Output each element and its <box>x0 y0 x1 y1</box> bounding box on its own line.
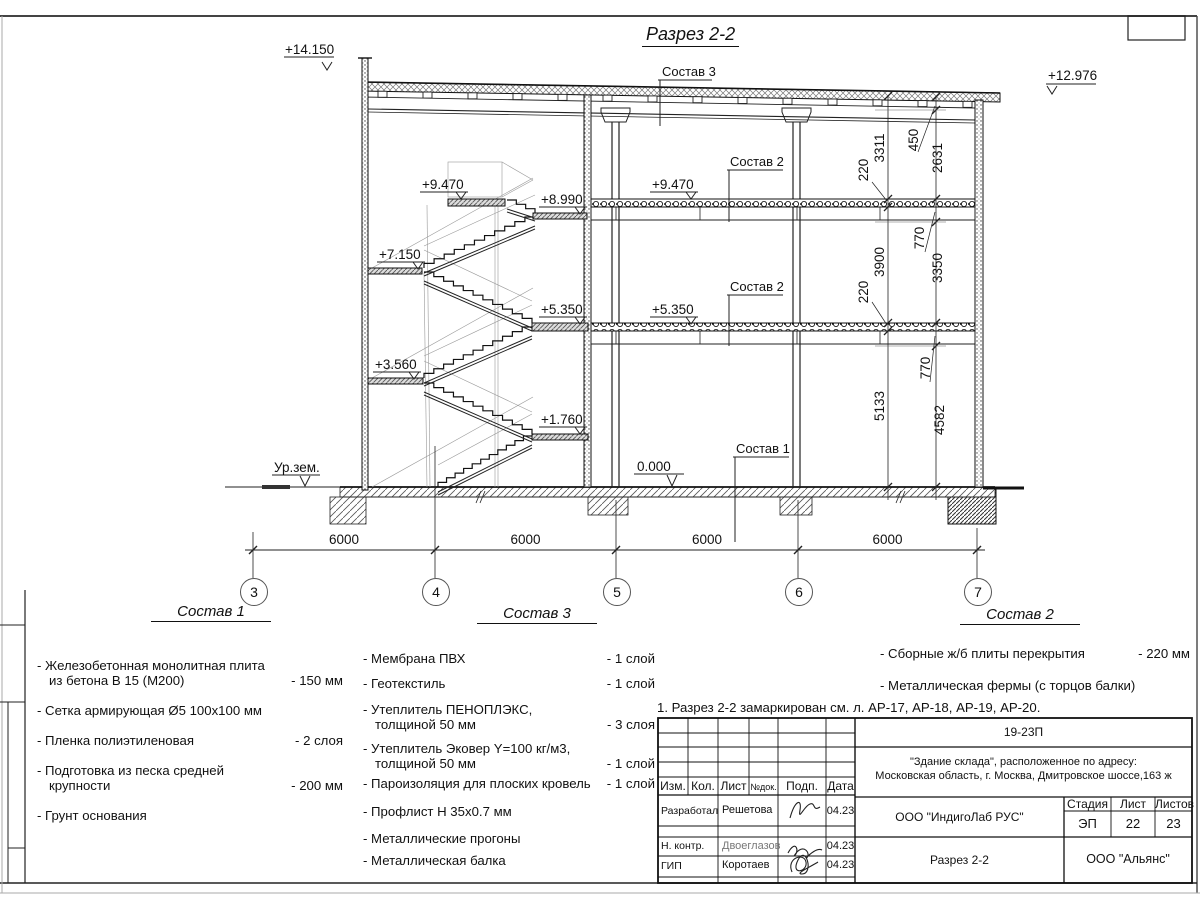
elevation-1760: +1.760 <box>541 412 583 427</box>
legend3-value: - 1 слой <box>606 676 655 691</box>
legend3-item: - Пароизоляция для плоских кровель <box>363 776 591 791</box>
legend3-item: - Металлические прогоны <box>363 831 521 846</box>
dim-220-a: 220 <box>856 158 871 182</box>
date-ncontr: 04.23 <box>826 840 855 852</box>
sheet-header: Лист <box>1119 797 1147 811</box>
dim-4582: 4582 <box>932 404 947 436</box>
drawing-note: 1. Разрез 2-2 замаркирован см. л. АР-17, АР-18, АР-19, АР-20. <box>657 700 1041 715</box>
legend2-title: Состав 2 <box>960 606 1080 625</box>
callout-sostav2-b: Состав 2 <box>730 279 784 294</box>
legend3-item: - Утеплитель ПЕНОПЛЭКС, <box>363 702 533 717</box>
role-razrabotal: Разработал <box>661 805 719 817</box>
legend3-item: - Мембрана ПВХ <box>363 651 466 666</box>
legend3-item: толщиной 50 мм <box>375 717 476 732</box>
stage-header: Стадия <box>1067 797 1108 811</box>
legend1-value: - 200 мм <box>291 778 343 793</box>
elevation-zero: 0.000 <box>637 459 671 474</box>
drawing-name-cell: Разрез 2-2 <box>930 853 989 867</box>
rev-header-izm: Изм. <box>660 779 686 793</box>
doc-number: 19-23П <box>1003 725 1044 739</box>
stage-value: ЭП <box>1078 816 1097 831</box>
legend1-item: - Грунт основания <box>37 808 147 823</box>
callout-sostav2-a: Состав 2 <box>730 154 784 169</box>
signature <box>788 802 822 874</box>
elevation-5350-main: +5.350 <box>652 302 694 317</box>
dim-220-b: 220 <box>856 280 871 304</box>
stair-projection-lines <box>372 162 533 487</box>
legend1-item: из бетона В 15 (М200) <box>49 673 185 688</box>
dim-span-3: 6000 <box>691 532 723 547</box>
legend3-item: - Геотекстиль <box>363 676 446 691</box>
axis-bubble-4: 4 <box>422 578 450 606</box>
dim-3900: 3900 <box>872 246 887 278</box>
contractor-name: ООО "Альянс" <box>1086 852 1170 866</box>
elevation-roof-right: +12.976 <box>1048 68 1098 83</box>
object-name-line1: "Здание склада", расположенное по адресу: <box>910 756 1137 768</box>
callout-sostav3: Состав 3 <box>662 64 716 79</box>
sheet-number: 22 <box>1125 816 1141 831</box>
legend1-item: крупности <box>49 778 111 793</box>
roof <box>362 82 1000 123</box>
legend1-value: - 150 мм <box>291 673 343 688</box>
drawing-title: Разрез 2-2 <box>642 24 739 47</box>
legend1-value: - 2 слоя <box>295 733 343 748</box>
rev-header-podp: Подп. <box>786 779 818 793</box>
legend1-title: Состав 1 <box>151 603 271 622</box>
axis-bubble-6: 6 <box>785 578 813 606</box>
legend1-item: - Железобетонная монолитная плита <box>37 658 265 673</box>
dim-span-1: 6000 <box>328 532 360 547</box>
walls <box>358 58 983 490</box>
callout-sostav1: Состав 1 <box>736 441 790 456</box>
legend3-title: Состав 3 <box>477 605 597 624</box>
legend3-item: - Металлическая балка <box>363 853 506 868</box>
elevation-9470-main: +9.470 <box>652 177 694 192</box>
ground-level-label: Ур.зем. <box>274 460 320 475</box>
rev-header-ndoc: №док. <box>750 782 777 792</box>
legend3-item: - Профлист Н 35х0.7 мм <box>363 804 512 819</box>
axis-bubble-3: 3 <box>240 578 268 606</box>
role-gip: ГИП <box>661 860 682 872</box>
object-name-line2: Московская область, г. Москва, Дмитровское шоссе,163 ж <box>875 770 1172 782</box>
elevation-3560: +3.560 <box>375 357 417 372</box>
dim-3350: 3350 <box>930 252 945 284</box>
sheets-header: Листов <box>1155 797 1194 811</box>
legend1-item: - Пленка полиэтиленовая <box>37 733 194 748</box>
stair-landings <box>368 199 588 440</box>
sheets-total: 23 <box>1166 816 1181 831</box>
rev-header-list: Лист <box>720 779 747 793</box>
legend3-value: - 3 слоя <box>607 717 655 732</box>
dim-2631: 2631 <box>930 142 945 174</box>
legend3-item: - Утеплитель Эковер Y=100 кг/м3, <box>363 741 571 756</box>
date-gip: 04.23 <box>826 859 855 871</box>
dim-770-a: 770 <box>912 226 927 250</box>
dim-3311: 3311 <box>872 133 887 163</box>
name-gip: Коротаев <box>722 859 770 871</box>
date-razrabotal: 04.23 <box>826 805 855 817</box>
legend2-value: - 220 мм <box>1138 646 1190 661</box>
elevation-7150: +7.150 <box>379 247 421 262</box>
legend2-item: - Сборные ж/б плиты перекрытия <box>880 646 1085 661</box>
rev-header-kol: Кол. <box>691 779 715 793</box>
legend3-item: толщиной 50 мм <box>375 756 476 771</box>
ground-and-foundations <box>225 485 1024 524</box>
legend2-item: - Металлическая фермы (с торцов балки) <box>880 678 1136 693</box>
role-ncontr: Н. контр. <box>661 840 705 852</box>
dim-770-b: 770 <box>918 356 933 380</box>
dim-span-4: 6000 <box>872 532 903 547</box>
name-ncontr: Двоеглазов <box>722 840 781 852</box>
axis-bubble-5: 5 <box>603 578 631 606</box>
company-name: ООО "ИндигоЛаб РУС" <box>895 810 1024 824</box>
elevation-5350-stair: +5.350 <box>541 302 583 317</box>
dim-span-2: 6000 <box>510 532 541 547</box>
name-razrabotal: Решетова <box>722 804 773 816</box>
legend1-item: - Сетка армирующая Ø5 100х100 мм <box>37 703 262 718</box>
legend1-item: - Подготовка из песка средней <box>37 763 224 778</box>
elevation-8990: +8.990 <box>541 192 583 207</box>
axis-bubble-7: 7 <box>964 578 992 606</box>
legend3-value: - 1 слой <box>606 776 655 791</box>
dim-450: 450 <box>906 128 921 152</box>
elevation-9470-stair: +9.470 <box>422 177 464 192</box>
legend3-value: - 1 слой <box>606 651 655 666</box>
legend3-value: - 1 слой <box>606 756 655 771</box>
stairs <box>424 195 535 495</box>
dim-5133: 5133 <box>872 390 887 422</box>
elevation-roof-left: +14.150 <box>285 42 335 57</box>
rev-header-data: Дата <box>827 779 854 793</box>
